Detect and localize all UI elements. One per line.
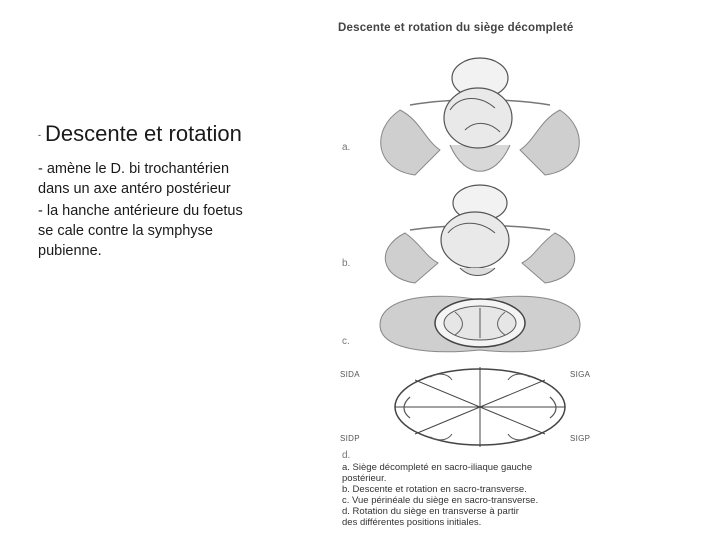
panel-c-illustration xyxy=(330,290,690,360)
obstetric-figure xyxy=(330,10,690,530)
panel-label-c: c. xyxy=(342,336,350,347)
pelvis-wing-left-b xyxy=(385,233,438,283)
panel-b-illustration xyxy=(330,178,690,288)
fetal-body-b xyxy=(441,212,509,268)
heading-text: Descente et rotation xyxy=(45,121,242,146)
slide-heading xyxy=(38,118,248,151)
pelvis-wing-right-b xyxy=(522,233,575,283)
label-sidp: SIDP xyxy=(340,434,360,443)
legend-line: postérieur. xyxy=(342,473,387,484)
panel-d-rotation-diagram xyxy=(330,362,690,450)
pelvis-wing-left xyxy=(381,110,440,175)
legend-line: d. Rotation du siège en transverse à partir xyxy=(342,506,519,517)
text-block xyxy=(38,118,248,261)
panel-label-a: a. xyxy=(342,142,351,153)
legend-line: a. Siège décompleté en sacro-iliaque gauche xyxy=(342,462,533,473)
fetal-body xyxy=(444,88,512,148)
pelvis-wing-right xyxy=(520,110,579,175)
legend-line: c. Vue périnéale du siège en sacro-transverse. xyxy=(342,495,539,506)
label-sigp: SIGP xyxy=(570,434,591,443)
sacrum xyxy=(450,145,510,171)
paragraph-axis: - amène le D. bi trochantérien dans un axe antéro postérieur xyxy=(38,161,231,198)
panel-a-illustration xyxy=(330,50,690,180)
legend-line: b. Descente et rotation en sacro-transverse. xyxy=(342,484,527,495)
label-siga: SIGA xyxy=(570,370,591,379)
figure-legend xyxy=(342,462,672,528)
legend-line: des différentes positions initiales. xyxy=(342,517,482,528)
figure-title: Descente et rotation du siège décompleté xyxy=(338,22,574,34)
paragraph-hip: - la hanche antérieure du foetus se cale contre la symphyse pubienne. xyxy=(38,203,243,260)
label-sida: SIDA xyxy=(340,370,360,379)
panel-label-b: b. xyxy=(342,258,351,269)
panel-label-d: d. xyxy=(342,450,351,461)
heading-dash: - xyxy=(38,130,41,141)
